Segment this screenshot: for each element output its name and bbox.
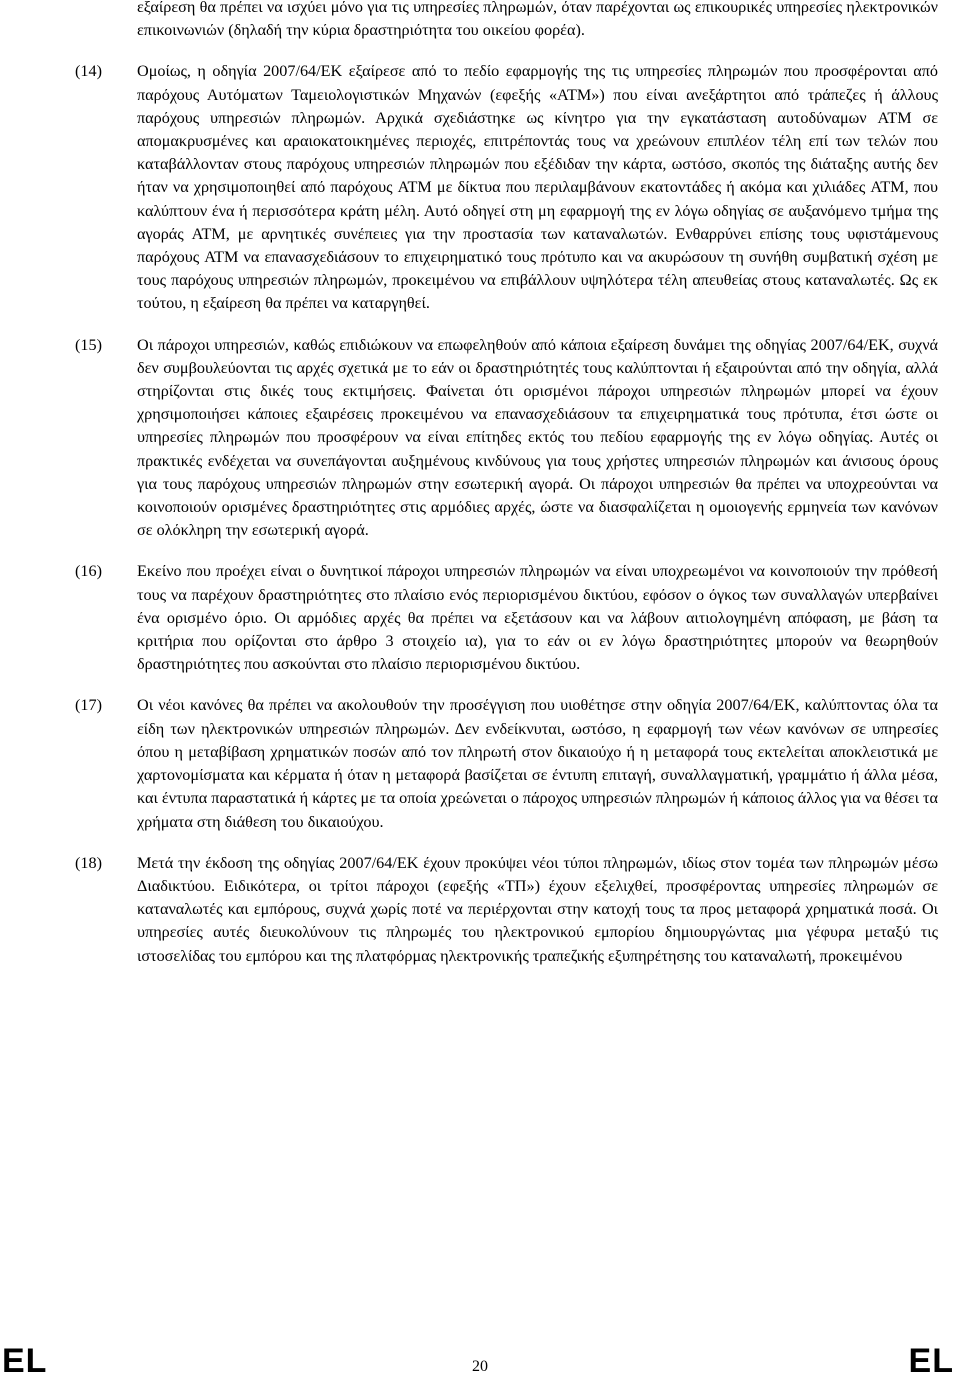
paragraph-text: Ομοίως, η οδηγία 2007/64/ΕΚ εξαίρεσε από το πεδίο εφαρμογής της τις υπηρεσίες πληρωμών που προσφέρονται από παρόχους Αυτόματων Ταμειολογιστικών Μηχανών (εφεξής «ATM») που είναι ανεξάρτητοι από τράπεζες ή άλλους παρόχους υπηρεσιών πληρωμών. Αρχικά σχεδιάστηκε ως κίνητρο για την εγκατάσταση αυτοδύναμων ATM σε απομακρυσμένες και αραιοκατοικημένες περιοχές, επιτρέποντάς τους να χρεώνουν επιπλέον τέλη επί των τελών που καταβάλλονταν στους παρόχους υπηρεσιών πληρωμών που εξέδιδαν την κάρτα, ωστόσο, σκοπός της διάταξης αυτής δεν ήταν να χρησιμοποιηθεί από παρόχους ATM με δίκτυα που περιλαμβάνουν εκατοντάδες ή ακόμα και χιλιάδες ATM, που καλύπτουν ένα ή περισσότερα κράτη μέλη. Αυτό οδηγεί στη μη εφαρμογή της εν λόγω οδηγίας σε αυξανόμενο τμήμα της αγοράς ATM, με αρνητικές συνέπειες για την προστασία των καταναλωτών. Ενθαρρύνει επίσης τους υφιστάμενους παρόχους ATM να επανασχεδιάσουν το επιχειρηματικό τους πρότυπο και να ακυρώσουν τη συνήθη συμβατική σχέση με τους παρόχους υπηρεσιών πληρωμών, προκειμένου να επιβάλλουν υψηλότερα τέλη απευθείας στους καταναλωτές. Ως εκ τούτου, η εξαίρεση θα πρέπει να καταργηθεί. [137, 62, 938, 313]
intro-paragraph [75, 0, 938, 42]
page-number: 20 [472, 1358, 488, 1375]
paragraph-number: (15) [75, 335, 102, 354]
language-label-right: EL [908, 1342, 954, 1380]
paragraph-number: (17) [75, 696, 102, 715]
paragraph-text: Εκείνο που προέχει είναι ο δυνητικοί πάροχοι υπηρεσιών πληρωμών να είναι υποχρεωμένοι να κοινοποιούν την πρόθεσή τους να παρέχουν δραστηριότητες στο πλαίσιο ενός περιορισμένου δικτύου, εφόσον ο όγκος των συναλλαγών υπερβαίνει ένα ορισμένο όριο. Οι αρμόδιες αρχές θα πρέπει να εξετάσουν και να λάβουν αιτιολογημένη απόφαση, με βάση τα κριτήρια που ορίζονται στο άρθρο 3 στοιχείο ια), για το εάν οι εν λόγω δραστηριότητες μπορούν να θεωρηθούν δραστηριότητες που ασκούνται στο πλαίσιο περιορισμένου δικτύου. [137, 562, 938, 674]
paragraph-17 [75, 694, 938, 833]
page-footer [0, 1338, 960, 1378]
paragraph-text: Οι πάροχοι υπηρεσιών, καθώς επιδιώκουν να επωφεληθούν από κάποια εξαίρεση δυνάμει της οδηγίας 2007/64/ΕΚ, συχνά δεν συμβουλεύονται τις αρχές σχετικά με το εάν οι δραστηριότητές τους καλύπτονται ή εξαιρούνται από την οδηγία, αλλά στηρίζονται στις δικές τους εκτιμήσεις. Φαίνεται ότι ορισμένοι πάροχοι υπηρεσιών πληρωμών μπορεί να έχουν χρησιμοποιήσει κάποιες εξαιρέσεις προκειμένου να επανασχεδιάσουν τα επιχειρηματικά τους πρότυπα, έτσι ώστε οι υπηρεσίες πληρωμών που προσφέρουν να είναι επίτηδες εκτός του πεδίου εφαρμογής της εν λόγω οδηγίας. Αυτές οι πρακτικές ενδέχεται να συνεπάγονται αυξημένους κινδύνους για τους χρήστες υπηρεσιών πληρωμών και άνισους όρους για τους παρόχους υπηρεσιών πληρωμών στην εσωτερική αγορά. Οι πάροχοι υπηρεσιών θα πρέπει να υποχρεούνται να κοινοποιούν ορισμένες δραστηριότητες στις αρμόδιες αρχές, ώστε να διασφαλίζεται η ομοιογενής ερμηνεία των κανόνων σε ολόκληρη την εσωτερική αγορά. [137, 335, 938, 540]
paragraph-text: Μετά την έκδοση της οδηγίας 2007/64/ΕΚ έχουν προκύψει νέοι τύποι πληρωμών, ιδίως στον τομέα των πληρωμών μέσω Διαδικτύου. Ειδικότερα, οι τρίτοι πάροχοι (εφεξής «ΤΠ») έχουν εξελιχθεί, προσφέροντας υπηρεσίες πληρωμών σε καταναλωτές και εμπόρους, συχνά χωρίς ποτέ να περιέρχονται στην κατοχή τους τα προς μεταφορά χρηματικά ποσά. Οι υπηρεσίες αυτές διευκολύνουν τις πληρωμές του ηλεκτρονικού εμπορίου δημιουργώντας μια γέφυρα μεταξύ τις ιστοσελίδας του εμπόρου και της πλατφόρμας ηλεκτρονικής τραπεζικής εξυπηρέτησης του καταναλωτή, προκειμένου [137, 853, 938, 965]
paragraph-number: (16) [75, 562, 102, 581]
paragraph-text: εξαίρεση θα πρέπει να ισχύει μόνο για τις υπηρεσίες πληρωμών, όταν παρέχονται ως επικουρικές υπηρεσίες ηλεκτρονικών επικοινωνιών (δηλαδή την κύρια δραστηριότητα του οικείου φορέα). [137, 0, 938, 40]
document-body [75, 0, 938, 986]
paragraph-text: Οι νέοι κανόνες θα πρέπει να ακολουθούν την προσέγγιση που υιοθέτησε στην οδηγία 2007/64/ΕΚ, καλύπτοντας όλα τα είδη των ηλεκτρονικών υπηρεσιών πληρωμών. Δεν ενδείκνυται, ωστόσο, η εφαρμογή των νέων κανόνων σε υπηρεσίες όπου η μεταβίβαση χρηματικών ποσών από τον πληρωτή στον δικαιούχο ή η μεταφορά τους εκτελείται αποκλειστικά με χαρτονομίσματα και κέρματα ή όταν η μεταφορά βασίζεται σε έντυπη επιταγή, συναλλαγματική, γραμμάτιο ή άλλα μέσα, και έντυπα παραστατικά ή κάρτες με τα οποία χρεώνεται ο πάροχος υπηρεσιών πληρωμών ή κάποιος άλλος για να θέσει τα χρήματα στη διάθεση του δικαιούχου. [137, 696, 938, 831]
paragraph-15 [75, 334, 938, 543]
paragraph-14 [75, 60, 938, 315]
paragraph-16 [75, 560, 938, 676]
paragraph-number: (14) [75, 62, 102, 81]
paragraph-18 [75, 852, 938, 968]
language-label-left: EL [2, 1342, 48, 1380]
paragraph-number: (18) [75, 853, 102, 872]
